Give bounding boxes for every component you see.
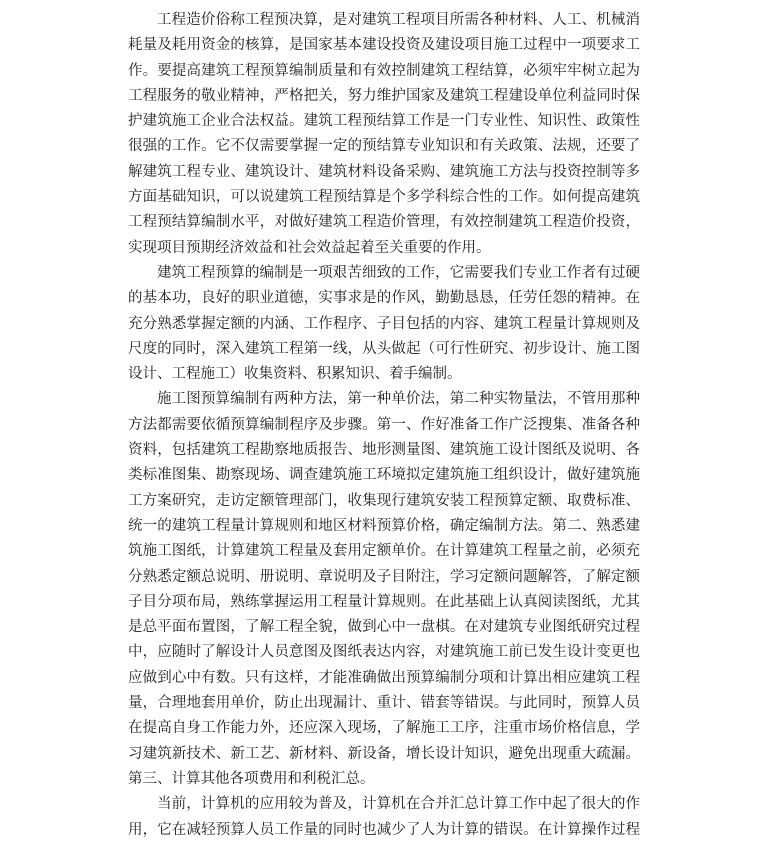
text-line: 第三、计算其他各项费用和利税汇总。 [128, 770, 375, 787]
text-line: 很强的工作。它不仅需要掌握一定的预结算专业知识和有关政策、法规，还要了 [128, 138, 640, 155]
text-line: 子目分项布局，熟练掌握运用工程量计算规则。在此基础上认真阅读图纸，尤其 [128, 593, 640, 610]
text-line: 作。要提高建筑工程预算编制质量和有效控制建筑工程结算，必须牢牢树立起为 [128, 62, 640, 79]
paragraph [128, 261, 640, 387]
text-line: 用，它在减轻预算人员工作量的同时也减少了人为计算的错误。在计算操作过程 [128, 821, 640, 838]
text-line: 资料，包括建筑工程勘察地质报告、地形测量图、建筑施工设计图纸及说明、各 [128, 442, 640, 459]
text-line: 工程造价俗称工程预决算，是对建筑工程项目所需各种材料、人工、机械消 [157, 12, 640, 28]
text-line: 充分熟悉掌握定额的内涵、工作程序、子目包括的内容、建筑工程量计算规则及 [128, 315, 640, 332]
text-line: 工方案研究，走访定额管理部门，收集现行建筑安装工程预算定额、取费标准、 [128, 492, 640, 509]
text-line: 护建筑施工企业合法权益。建筑工程预结算工作是一门专业性、知识性、政策性 [128, 113, 640, 130]
text-line: 当前，计算机的应用较为普及，计算机在合并汇总计算工作中起了很大的作 [157, 796, 640, 813]
text-line: 统一的建筑工程量计算规则和地区材料预算价格，确定编制方法。第二、熟悉建 [128, 517, 640, 534]
text-line: 尺度的同时，深入建筑工程第一线，从头做起（可行性研究、初步设计、施工图 [128, 340, 640, 357]
text-line: 工程预结算编制水平，对做好建筑工程造价管理，有效控制建筑工程造价投资， [128, 214, 640, 231]
text-line: 中，应随时了解设计人员意图及图纸表达内容，对建筑施工前已发生设计变更也 [128, 644, 640, 661]
text-line: 设计、工程施工）收集资料、积累知识、着手编制。 [128, 366, 462, 383]
text-line: 类标准图集、勘察现场、调查建筑施工环境拟定建筑施工组织设计，做好建筑施 [128, 467, 640, 484]
paragraph [128, 387, 640, 792]
text-line: 是总平面布置图，了解工程全貌，做到心中一盘棋。在对建筑专业图纸研究过程 [128, 619, 640, 636]
text-line: 在提高自身工作能力外，还应深入现场，了解施工工序，注重市场价格信息，学 [128, 720, 640, 737]
text-line: 施工图预算编制有两种方法，第一种单价法，第二种实物量法，不管用那种 [157, 391, 640, 408]
text-line: 解建筑工程专业、建筑设计、建筑材料设备采购、建筑施工方法与投资控制等多 [128, 163, 640, 180]
paragraph [128, 8, 640, 261]
text-line: 方法都需要依循预算编制程序及步骤。第一、作好准备工作广泛搜集、准备各种 [128, 416, 640, 433]
text-line: 应做到心中有数。只有这样，才能准确做出预算编制分项和计算出相应建筑工程 [128, 669, 640, 686]
text-line: 分熟悉定额总说明、册说明、章说明及子目附注，学习定额问题解答，了解定额 [128, 568, 640, 585]
text-line: 的基本功，良好的职业道德，实事求是的作风，勤勤恳恳，任劳任怨的精神。在 [128, 290, 640, 307]
text-line: 筑施工图纸，计算建筑工程量及套用定额单价。在计算建筑工程量之前，必须充 [128, 543, 640, 560]
document-body [128, 8, 640, 843]
text-line: 量，合理地套用单价，防止出现漏计、重计、错套等错误。与此同时，预算人员 [128, 695, 640, 712]
text-line: 建筑工程预算的编制是一项艰苦细致的工作，它需要我们专业工作者有过硬 [157, 264, 640, 281]
paragraph [128, 792, 640, 843]
text-line: 习建筑新技术、新工艺、新材料、新设备，增长设计知识，避免出现重大疏漏。 [128, 745, 640, 762]
text-line: 实现项目预期经济效益和社会效益起着至关重要的作用。 [128, 239, 491, 256]
text-line: 工程服务的敬业精神，严格把关，努力维护国家及建筑工程建设单位利益同时保 [128, 87, 640, 104]
text-line: 方面基础知识，可以说建筑工程预结算是个多学科综合性的工作。如何提高建筑 [128, 189, 640, 206]
text-line: 耗量及耗用资金的核算，是国家基本建设投资及建设项目施工过程中一项要求工 [128, 37, 640, 54]
